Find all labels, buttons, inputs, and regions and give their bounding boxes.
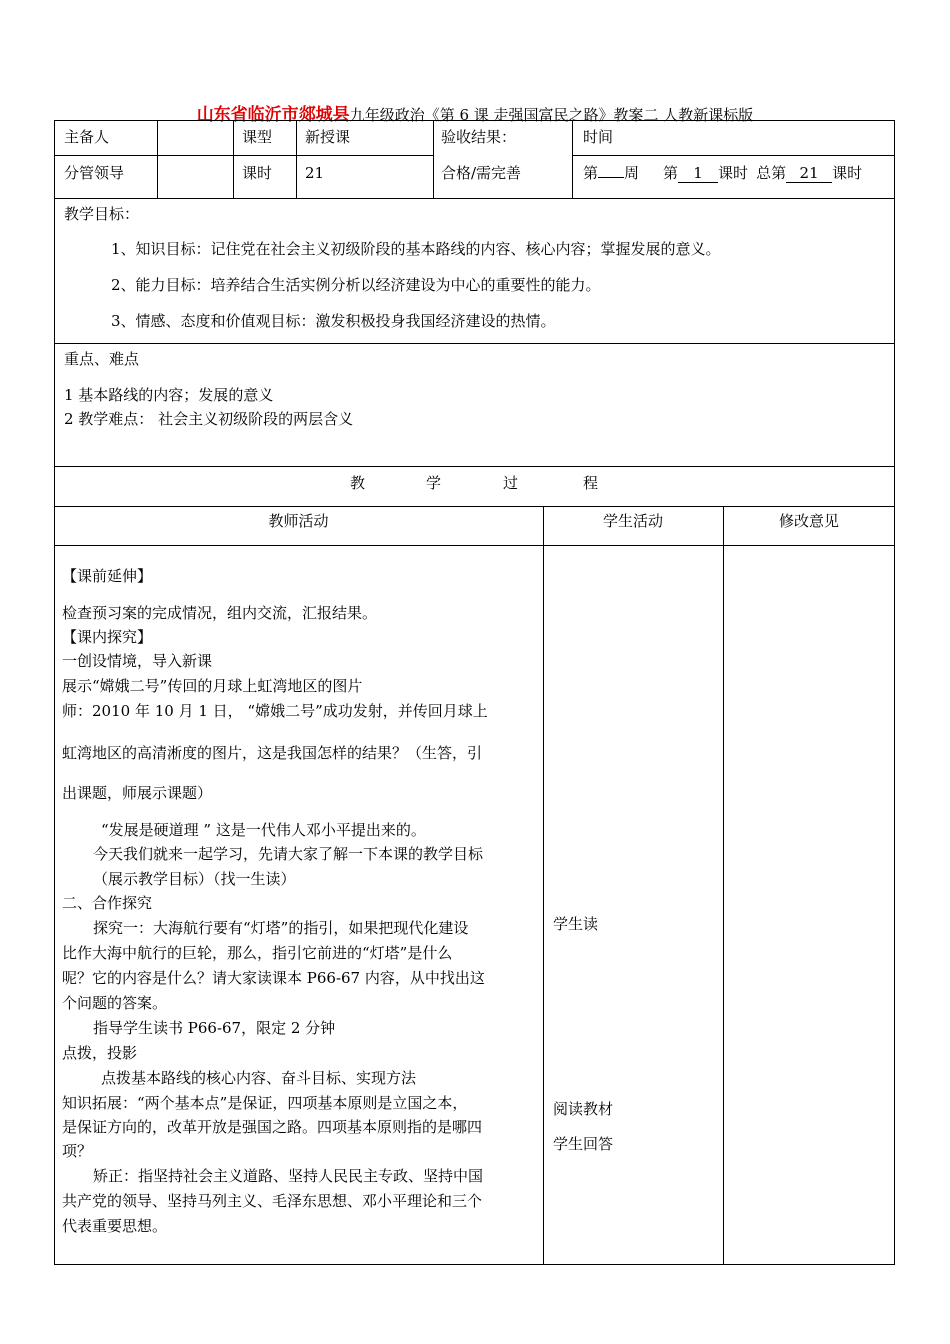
lesson-prefix: 第 bbox=[663, 164, 679, 182]
leader-label: 分管领导 bbox=[64, 164, 125, 182]
total-value: 21 bbox=[786, 165, 832, 183]
key-point-item: 2 教学难点： 社会主义初级阶段的两层含义 bbox=[64, 410, 354, 428]
teacher-line: 是保证方向的，改革开放是强国之路。四项基本原则指的是哪四 bbox=[62, 1118, 483, 1136]
lesson-value: 1 bbox=[678, 165, 718, 183]
teacher-line: 虹湾地区的高清淅度的图片，这是我国怎样的结果？（生答，引 bbox=[62, 744, 483, 762]
teacher-line: 【课前延伸】 bbox=[62, 567, 153, 585]
objective-item: 1、知识目标：记住党在社会主义初级阶段的基本路线的内容、核心内容；掌握发展的意义。 bbox=[111, 240, 721, 258]
teacher-line: 点拨，投影 bbox=[62, 1044, 138, 1062]
teacher-line: 出课题，师展示课题） bbox=[62, 784, 213, 802]
objective-item: 2、能力目标：培养结合生活实例分析以经济建设为中心的重要性的能力。 bbox=[111, 276, 601, 294]
lesson-suffix: 课时 bbox=[718, 164, 749, 182]
teacher-line: 展示“嫦娥二号”传回的月球上虹湾地区的图片 bbox=[62, 677, 363, 695]
week-lesson-line bbox=[583, 164, 862, 183]
student-line: 学生读 bbox=[553, 915, 599, 933]
student-line: 学生回答 bbox=[553, 1135, 614, 1153]
teacher-line: 师：2010 年 10 月 1 日， “嫦娥二号”成功发射，并传回月球上 bbox=[62, 702, 488, 720]
objective-item: 3、情感、态度和价值观目标：激发积极投身我国经济建设的热情。 bbox=[111, 312, 556, 330]
teacher-line: 检查预习案的完成情况，组内交流，汇报结果。 bbox=[62, 604, 378, 622]
period-value: 21 bbox=[305, 164, 325, 182]
process-heading-char: 教 bbox=[350, 474, 366, 492]
teacher-line: 矫正：指坚持社会主义道路、坚持人民民主专政、坚持中国 bbox=[93, 1167, 484, 1185]
teacher-line: 个问题的答案。 bbox=[62, 994, 168, 1012]
teacher-line: 呢？它的内容是什么？请大家读课本 P66-67 内容，从中找出这 bbox=[62, 969, 485, 987]
time-label: 时间 bbox=[583, 128, 614, 146]
total-prefix: 总第 bbox=[756, 164, 787, 182]
teacher-line: 探究一：大海航行要有“灯塔”的指引，如果把现代化建设 bbox=[93, 919, 469, 937]
key-point-item: 1 基本路线的内容；发展的意义 bbox=[64, 386, 274, 404]
teacher-line: 点拨基本路线的核心内容、奋斗目标、实现方法 bbox=[101, 1069, 417, 1087]
teacher-line: 共产党的领导、坚持马列主义、毛泽东思想、邓小平理论和三个 bbox=[62, 1192, 483, 1210]
title-highlight: 山东省临沂市郯城县 bbox=[196, 105, 350, 125]
teacher-line: “发展是硬道理 ” 这是一代伟人邓小平提出来的。 bbox=[101, 821, 426, 839]
objectives-heading: 教学目标： bbox=[64, 205, 140, 223]
result-text: 合格/需完善 bbox=[441, 164, 522, 182]
lesson-type-label: 课型 bbox=[242, 128, 273, 146]
teacher-line: 项？ bbox=[62, 1142, 93, 1160]
teacher-line: 【课内探究】 bbox=[62, 628, 153, 646]
col-teacher-header: 教师活动 bbox=[268, 512, 329, 530]
process-heading-char: 学 bbox=[426, 474, 442, 492]
teacher-line: 比作大海中航行的巨轮，那么，指引它前进的“灯塔”是什么 bbox=[62, 944, 453, 962]
lesson-type-value: 新授课 bbox=[305, 128, 351, 146]
teacher-line: 一创设情境，导入新课 bbox=[62, 652, 213, 670]
preparer-label: 主备人 bbox=[64, 128, 110, 146]
col-student-header: 学生活动 bbox=[602, 512, 663, 530]
teacher-line: （展示教学目标）（找一生读） bbox=[93, 870, 296, 888]
teacher-line: 知识拓展：“两个基本点”是保证，四项基本原则是立国之本， bbox=[62, 1094, 468, 1112]
total-suffix: 课时 bbox=[832, 164, 863, 182]
col-revision-header: 修改意见 bbox=[778, 512, 839, 530]
process-heading-char: 过 bbox=[503, 474, 519, 492]
teacher-line: 二、合作探究 bbox=[62, 894, 153, 912]
week-value bbox=[598, 177, 624, 178]
teacher-line: 今天我们就来一起学习，先请大家了解一下本课的教学目标 bbox=[93, 845, 484, 863]
period-label: 课时 bbox=[242, 164, 273, 182]
teacher-line: 指导学生读书 P66-67，限定 2 分钟 bbox=[93, 1019, 336, 1037]
process-heading-char: 程 bbox=[583, 474, 599, 492]
week-suffix: 周 bbox=[624, 164, 640, 182]
key-points-heading: 重点、难点 bbox=[64, 350, 140, 368]
week-prefix: 第 bbox=[583, 164, 599, 182]
student-line: 阅读教材 bbox=[553, 1100, 614, 1118]
teacher-line: 代表重要思想。 bbox=[62, 1217, 168, 1235]
title-rest: 九年级政治《第 6 课 走强国富民之路》教案二 人教新课标版 bbox=[349, 106, 754, 124]
acceptance-label: 验收结果： bbox=[441, 128, 517, 146]
